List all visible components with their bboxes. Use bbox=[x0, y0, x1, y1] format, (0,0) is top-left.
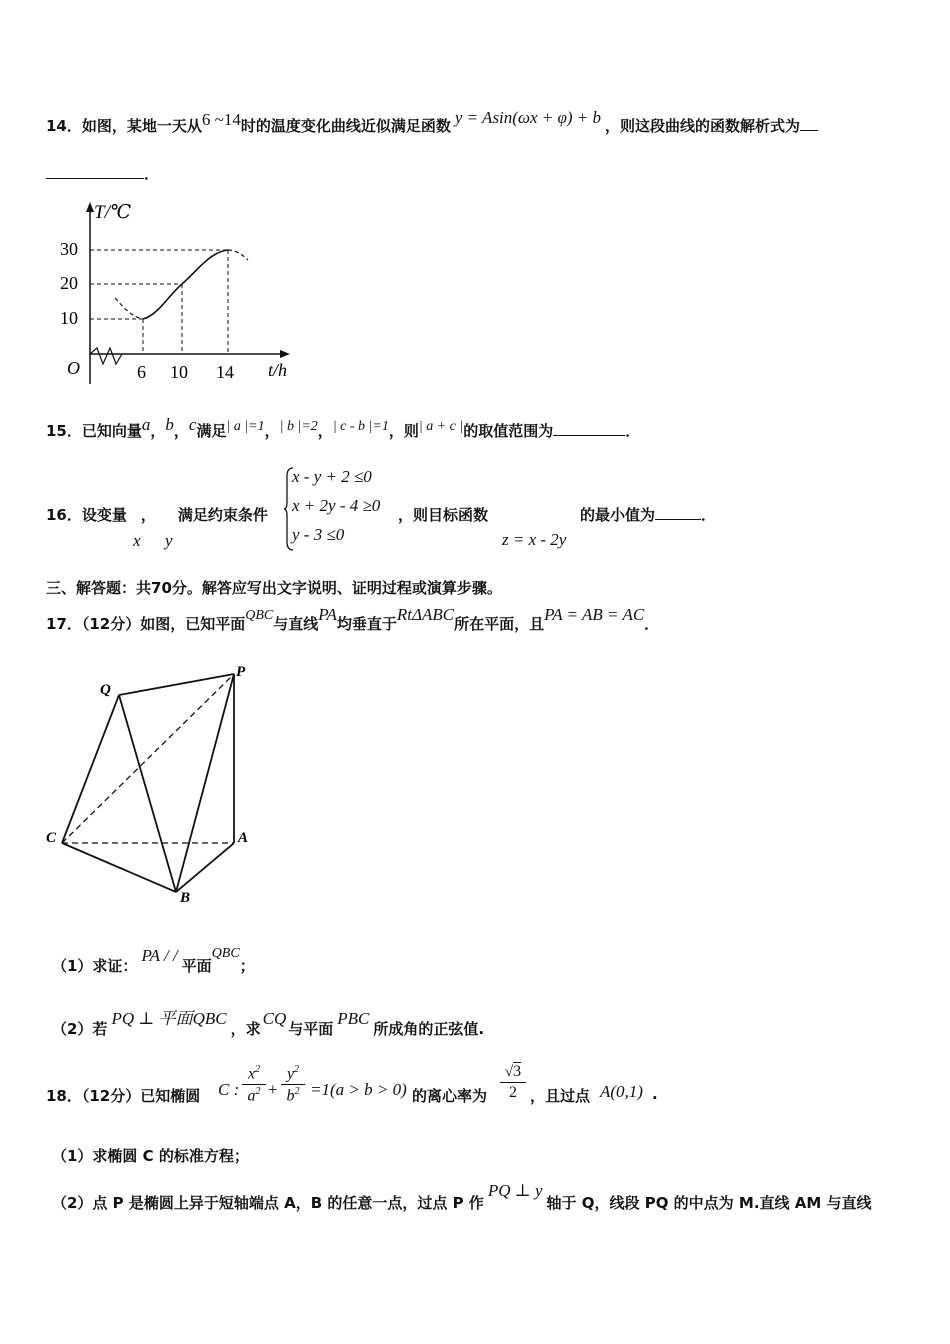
q17-p2-pbc: PBC bbox=[337, 1009, 370, 1028]
q15-c: c bbox=[188, 415, 197, 434]
section-3-heading: 三、解答题：共70分。解答应写出文字说明、证明过程或演算步骤。 bbox=[46, 579, 502, 597]
q16-suffix-line bbox=[580, 504, 716, 525]
q16-constraint-1: x - y + 2 ≤0 bbox=[292, 467, 372, 486]
q16-suffix: 的最小值为 bbox=[580, 506, 656, 524]
q17-p1-prefix: （1）求证： bbox=[52, 957, 138, 975]
label-P: P bbox=[236, 664, 246, 680]
q15-e4: | a + c | bbox=[418, 419, 464, 434]
q18-part1: （1）求椭圆 C 的标准方程； bbox=[52, 1147, 249, 1165]
q17-p1-math: PA / / bbox=[141, 946, 178, 965]
xtick-6: 6 bbox=[137, 362, 146, 382]
q18-t1: 的离心率为 bbox=[412, 1087, 488, 1105]
q17-prefix: 17．（12分）如图，已知平面 bbox=[46, 615, 246, 633]
q14-prefix: 14．如图，某地一天从 bbox=[46, 117, 202, 135]
temperature-graph bbox=[50, 198, 300, 388]
q18-ecc-bar bbox=[500, 1082, 526, 1083]
curve-extension-right bbox=[228, 250, 248, 260]
q18-plus: + bbox=[268, 1080, 278, 1099]
q17-t1: 与直线 bbox=[273, 615, 319, 633]
q18-a2: a bbox=[247, 1087, 256, 1105]
q15-e1: | a |=1 bbox=[226, 419, 265, 434]
q18-eccentricity bbox=[500, 1063, 526, 1102]
q17-part1 bbox=[52, 946, 255, 976]
q14-mid: 时的温度变化曲线近似满足函数 bbox=[240, 117, 451, 135]
q15-e2: | b |=2 bbox=[279, 419, 318, 434]
q15-then: ，则 bbox=[388, 422, 419, 440]
q18-p2-a: （2）点 P 是椭圆上异于短轴端点 A，B 的任意一点，过点 P 作 bbox=[52, 1194, 484, 1212]
guide-lines bbox=[90, 250, 228, 354]
q15-sep3: ， bbox=[264, 422, 280, 440]
q17-p2-end: 所成角的正弦值. bbox=[373, 1020, 485, 1038]
q18-frac-x-bar bbox=[242, 1084, 266, 1085]
q17-p1-end: ； bbox=[239, 957, 255, 975]
q18-prefix: 18．（12分）已知椭圆 bbox=[46, 1087, 201, 1105]
q16-objective: z = x - 2y bbox=[502, 530, 567, 549]
q15-line bbox=[46, 415, 641, 441]
label-B: B bbox=[180, 890, 191, 906]
q17-part2 bbox=[52, 1009, 485, 1039]
q14-suffix: ，则这段曲线的函数解析式为 bbox=[605, 117, 801, 135]
q14-blank-a bbox=[800, 130, 818, 131]
q18-eq1: =1(a > b > 0) bbox=[310, 1080, 407, 1099]
q17-line bbox=[46, 605, 660, 634]
q17-line-pa: PA bbox=[318, 605, 337, 624]
q15-e3: | c - b |=1 bbox=[332, 419, 389, 434]
q17-p1-t: 平面 bbox=[181, 957, 212, 975]
label-Q: Q bbox=[100, 682, 111, 698]
q18-den: 2 bbox=[509, 1084, 517, 1101]
q18-t2: ，且过点 bbox=[530, 1087, 591, 1105]
x-axis-arrow bbox=[280, 350, 290, 358]
q18-c-label: C : bbox=[218, 1080, 240, 1099]
q14-blank-b bbox=[46, 178, 144, 179]
ytick-20: 20 bbox=[60, 273, 78, 293]
q18-p2-math: PQ ⊥ y bbox=[487, 1181, 543, 1200]
q17-p2-t2: 与平面 bbox=[288, 1020, 334, 1038]
q17-p2-cq: CQ bbox=[262, 1009, 287, 1028]
q18-part2 bbox=[52, 1181, 872, 1213]
pyramid-solid-edges bbox=[62, 674, 234, 892]
q16-sep: ， bbox=[140, 506, 156, 524]
pyramid-figure bbox=[40, 660, 260, 910]
q14-formula: y = Asin(ωx + φ) + b bbox=[454, 108, 601, 127]
q18-b2: b bbox=[286, 1087, 295, 1105]
q16-y: y bbox=[165, 531, 173, 550]
q18-end: . bbox=[652, 1085, 658, 1103]
q17-t3: 所在平面，且 bbox=[454, 615, 545, 633]
q15-sep1: ， bbox=[150, 422, 166, 440]
q15-a: a bbox=[141, 415, 151, 434]
q16-x: x bbox=[133, 531, 141, 550]
q14-range: 6 ~14 bbox=[201, 110, 241, 129]
q15-suffix: 的取值范围为 bbox=[463, 422, 554, 440]
q18-y-sup: 2 bbox=[294, 1064, 300, 1075]
ytick-30: 30 bbox=[60, 239, 78, 259]
curve-extension-left bbox=[115, 298, 143, 319]
q15-b: b bbox=[165, 415, 174, 434]
q18-sqrt-num: 3 bbox=[513, 1063, 522, 1080]
q16-end: ． bbox=[701, 506, 717, 524]
origin-label: O bbox=[67, 358, 80, 378]
q16-constraint-2: x + 2y - 4 ≥0 bbox=[292, 496, 381, 515]
q17-p2-t1: ，求 bbox=[230, 1020, 261, 1038]
q17-p1-plane: QBC bbox=[211, 946, 240, 961]
label-A: A bbox=[238, 830, 249, 846]
axis-break bbox=[90, 348, 122, 364]
q17-p2-math: PQ ⊥ 平面QBC bbox=[111, 1009, 227, 1028]
q18-point: A(0,1) bbox=[600, 1082, 643, 1101]
q18-frac-y bbox=[281, 1064, 305, 1106]
q15-end: ． bbox=[625, 422, 641, 440]
q16-blank bbox=[655, 519, 701, 520]
q18-a-sup: 2 bbox=[255, 1086, 261, 1098]
ytick-10: 10 bbox=[60, 308, 78, 328]
q15-prefix: 15．已知向量 bbox=[46, 422, 142, 440]
q17-equality: PA = AB = AC bbox=[544, 605, 645, 624]
q16-cond: 满足约束条件 bbox=[177, 506, 268, 524]
x-axis-label: t/h bbox=[268, 360, 288, 380]
q17-triangle: RtΔABC bbox=[396, 605, 455, 624]
q15-sep2: ， bbox=[173, 422, 189, 440]
q17-t2: 均垂直于 bbox=[336, 615, 397, 633]
xtick-10: 10 bbox=[170, 362, 188, 382]
label-C: C bbox=[46, 830, 57, 846]
q15-blank bbox=[553, 435, 625, 436]
q16-prefix: 16．设变量 bbox=[46, 506, 127, 524]
q14-line2 bbox=[46, 163, 159, 184]
y-axis-arrow bbox=[86, 202, 94, 212]
q18-y2: y bbox=[286, 1065, 295, 1083]
q18-frac-x bbox=[242, 1064, 266, 1106]
sqrt-icon: √ bbox=[504, 1064, 514, 1080]
q18-p2-b: 轴于 Q，线段 PQ 的中点为 M.直线 AM 与直线 bbox=[546, 1194, 872, 1212]
q17-end: ． bbox=[644, 615, 660, 633]
q14-end: ． bbox=[144, 165, 160, 183]
q15-sep4: ， bbox=[317, 422, 333, 440]
q15-cond: 满足 bbox=[196, 422, 227, 440]
q16-mid: ，则目标函数 bbox=[398, 506, 489, 524]
q18-frac-y-bar bbox=[281, 1084, 305, 1085]
q18-b-sup: 2 bbox=[294, 1086, 300, 1098]
q17-p2-prefix: （2）若 bbox=[52, 1020, 108, 1038]
q16-constraint-3: y - 3 ≤0 bbox=[292, 525, 345, 544]
q16-prefix-text bbox=[46, 504, 268, 525]
q17-plane: QBC bbox=[245, 608, 274, 623]
pyramid-hidden-edges bbox=[62, 674, 234, 843]
y-axis-label: T/℃ bbox=[94, 202, 132, 223]
xtick-14: 14 bbox=[216, 362, 234, 382]
q18-x-sup: 2 bbox=[255, 1064, 261, 1075]
q14-line1 bbox=[46, 108, 818, 136]
q18-x2: x bbox=[247, 1065, 256, 1083]
